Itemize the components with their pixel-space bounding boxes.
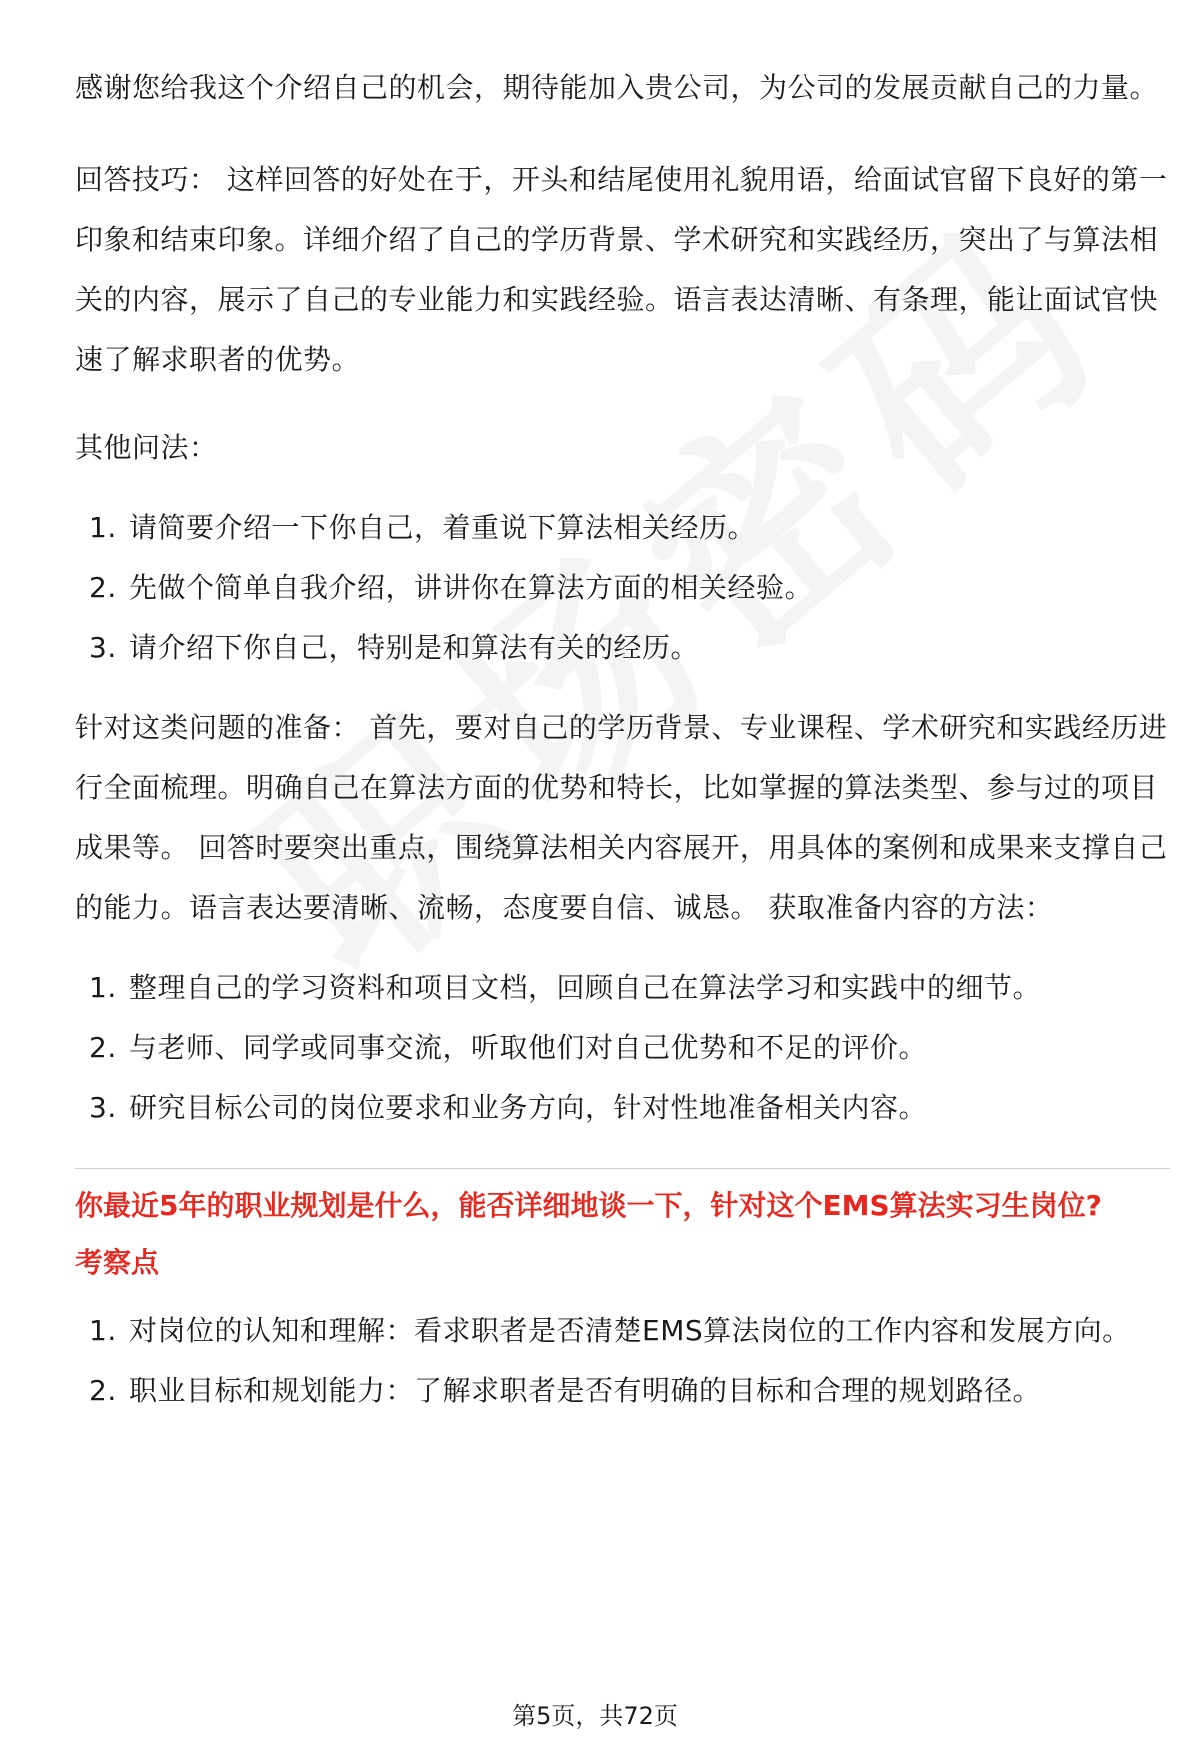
page-number: 第5页，共72页	[512, 1702, 678, 1730]
list-item: 2. 先做个简单自我介绍，讲讲你在算法方面的相关经验。	[89, 571, 814, 604]
other-ways-list	[75, 498, 1170, 678]
closing-paragraph: 感谢您给我这个介绍自己的机会，期待能加入贵公司，为公司的发展贡献自己的力量。	[75, 71, 1159, 104]
prep-methods-list	[75, 958, 1170, 1138]
list-item: 1. 整理自己的学习资料和项目文档，回顾自己在算法学习和实践中的细节。	[89, 971, 1042, 1004]
list-item: 2. 与老师、同学或同事交流，听取他们对自己优势和不足的评价。	[89, 1031, 928, 1064]
list-item: 3. 请介绍下你自己，特别是和算法有关的经历。	[89, 631, 700, 664]
tips-paragraph: 回答技巧： 这样回答的好处在于，开头和结尾使用礼貌用语，给面试官留下良好的第一印象和结束印象。详细介绍了自己的学历背景、学术研究和实践经历，突出了与算法相关的内容，展示了自己的专业能力和实践经验。语言表达清晰、有条理，能让面试官快速了解求职者的优势。	[75, 163, 1168, 376]
list-item: 2. 职业目标和规划能力：了解求职者是否有明确的目标和合理的规划路径。	[89, 1374, 1042, 1407]
list-item: 3. 研究目标公司的岗位要求和业务方向，针对性地准备相关内容。	[89, 1091, 928, 1124]
page-content	[75, 58, 1170, 1421]
prep-paragraph: 针对这类问题的准备： 首先，要对自己的学历背景、专业课程、学术研究和实践经历进行全面梳理。明确自己在算法方面的优势和特长，比如掌握的算法类型、参与过的项目成果等。 回答时要突出重点，围绕算法相关内容展开，用具体的案例和成果来支撑自己的能力。语言表达要清晰、流畅，态度要自信、诚恳。 获取准备内容的方法：	[75, 711, 1168, 924]
list-item: 1. 请简要介绍一下你自己，着重说下算法相关经历。	[89, 511, 757, 544]
focus-points-list	[75, 1301, 1170, 1421]
focus-label: 考察点	[75, 1246, 160, 1279]
question-title: 你最近5年的职业规划是什么，能否详细地谈一下，针对这个EMS算法实习生岗位?	[75, 1189, 1102, 1222]
list-item: 1. 对岗位的认知和理解：看求职者是否清楚EMS算法岗位的工作内容和发展方向。	[89, 1314, 1131, 1347]
other-ways-label: 其他问法：	[75, 431, 218, 464]
